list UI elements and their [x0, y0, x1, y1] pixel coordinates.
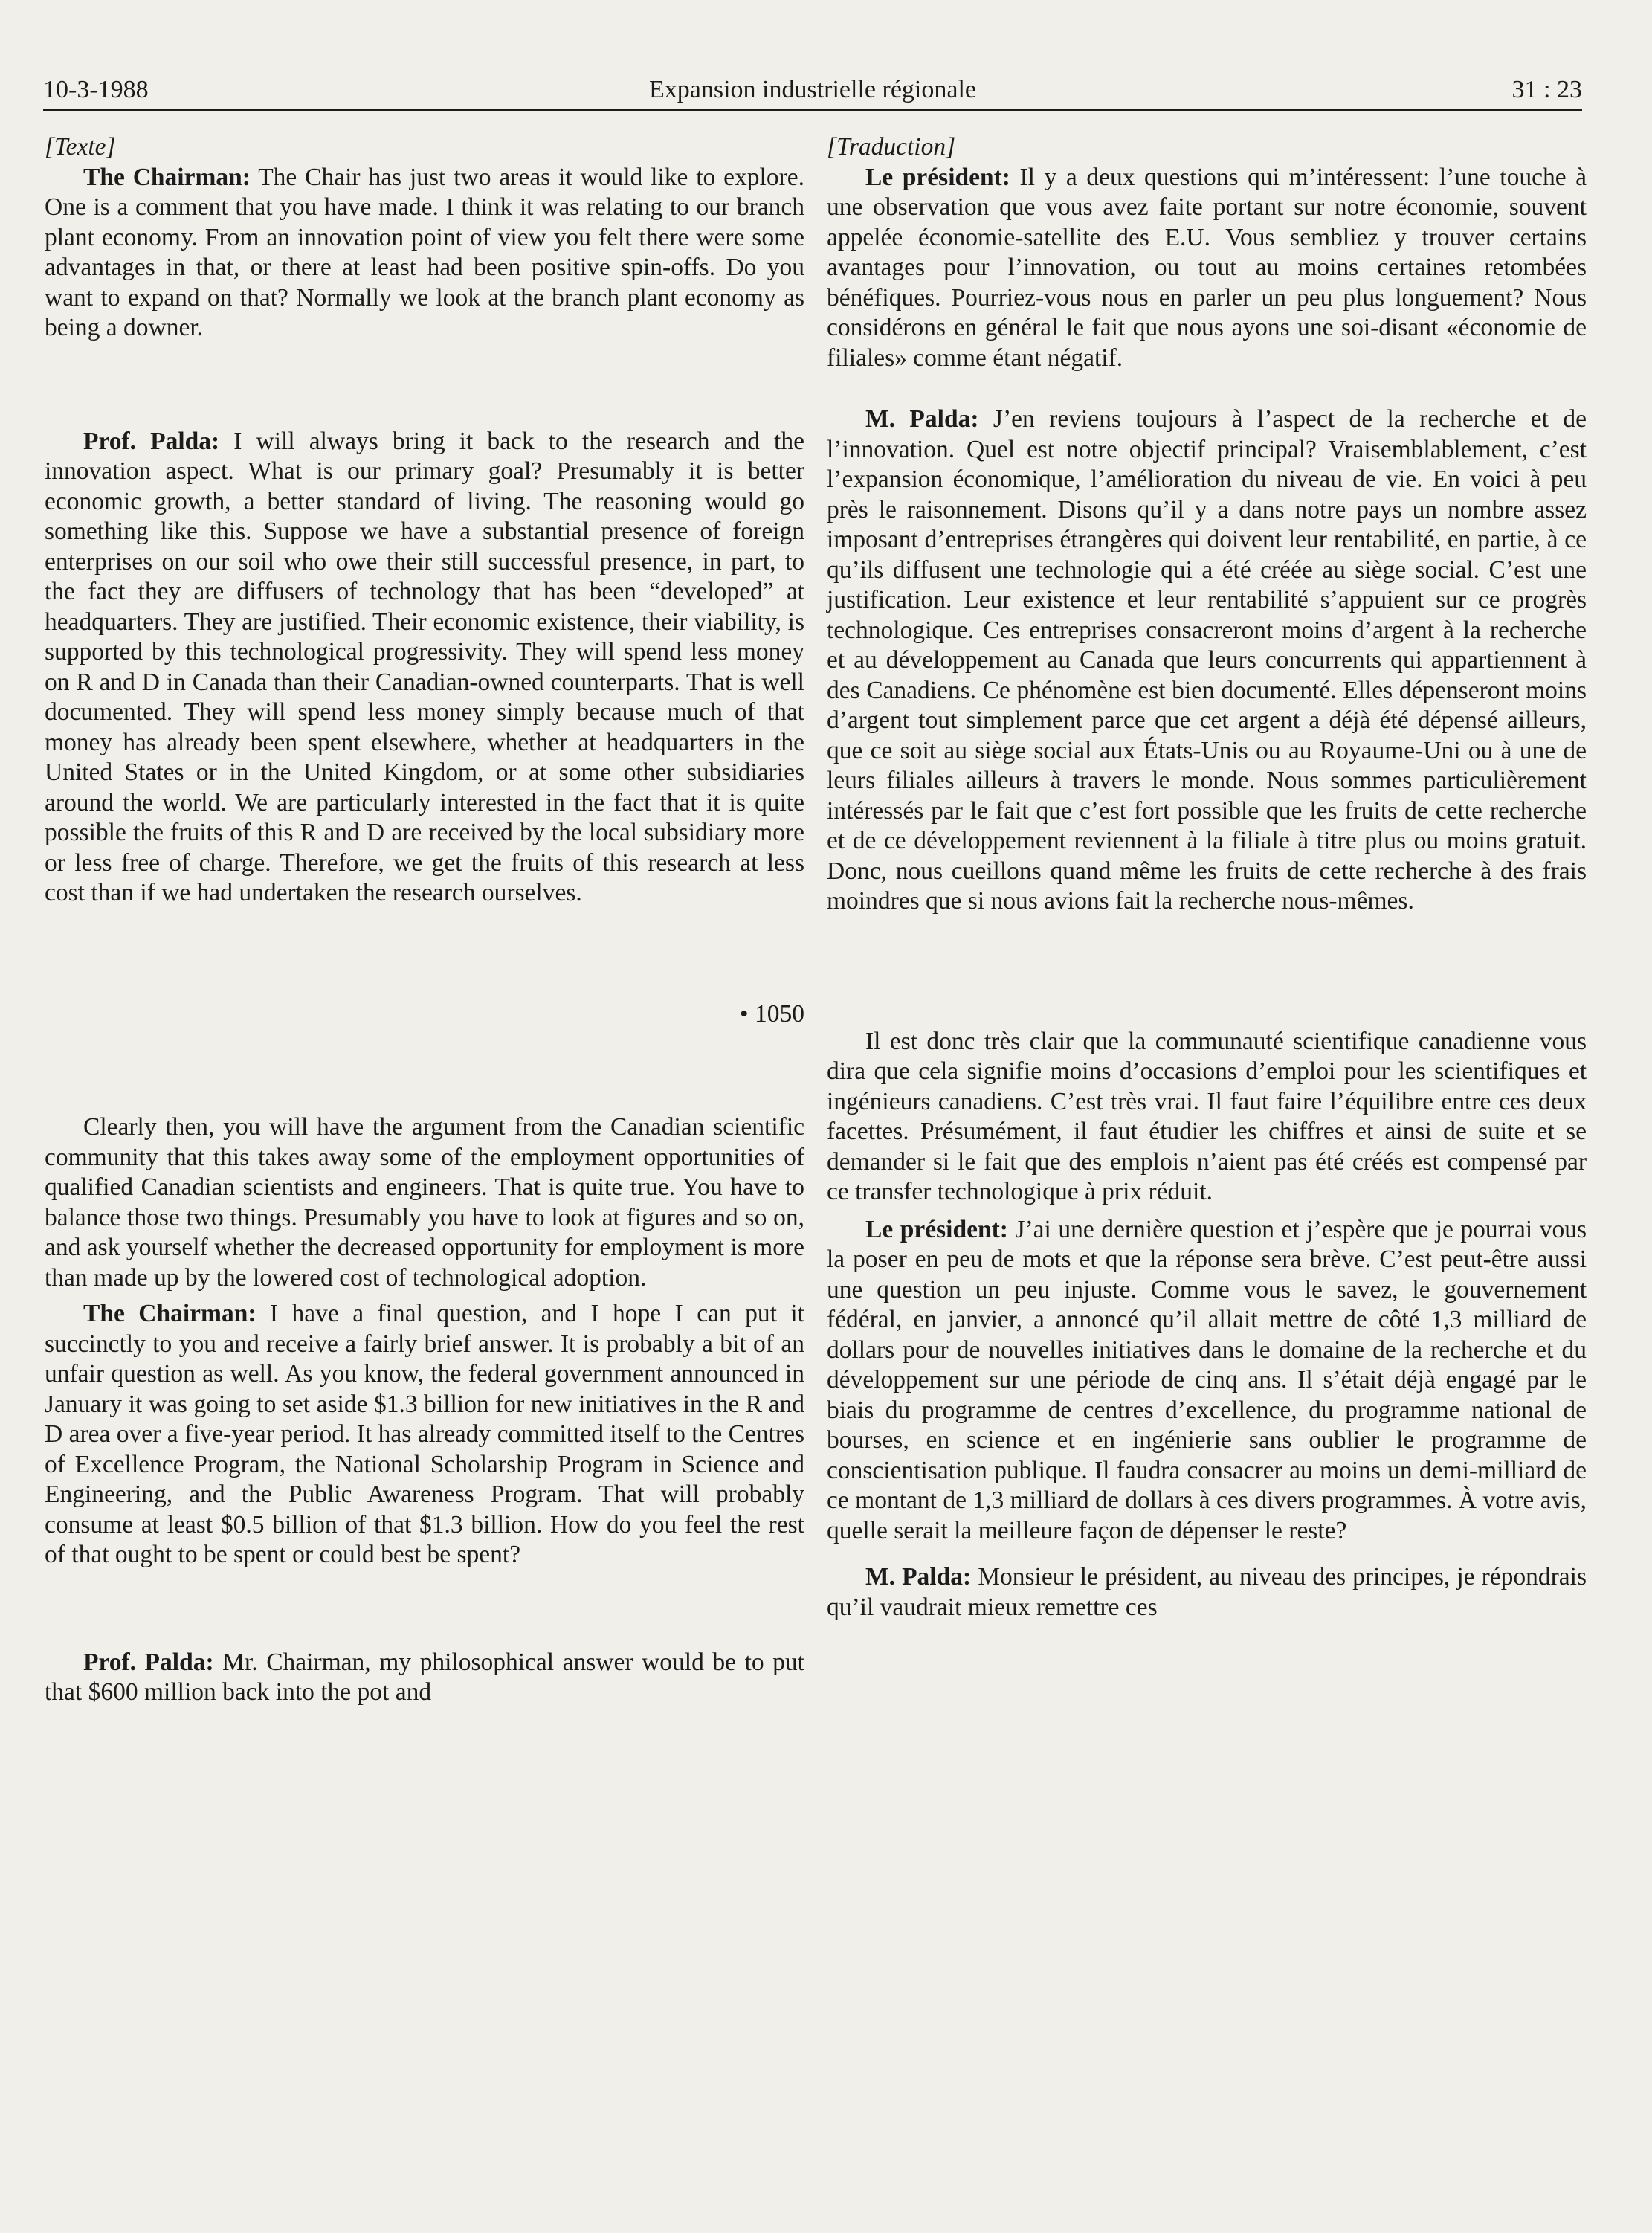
- paragraph-chairman-question-2: [45, 1299, 804, 1570]
- paragraph-palda-reponse-2: [827, 1562, 1587, 1623]
- speaker-label: Prof. Palda:: [83, 1648, 214, 1676]
- speaker-label: Le président:: [865, 163, 1010, 191]
- language-marker-texte: [Texte]: [45, 133, 116, 161]
- paragraph-text: I will always bring it back to the research and the innovation aspect. What is our primary goal? Presumably it is better economic growth, a better standard of living. The reasoning would go something like this. Suppose we have a substantial presence of foreign enterprises on our soil who owe their still successful presence, in part, to the fact they are diffusers of technology that has been “developed” at headquarters. They are justified. Their economic existence, their viability, is supported by this technological progressivity. They will spend less money on R and D in Canada than their Canadian-owned counterparts. That is well documented. They will spend less money simply because much of that money has already been spent elsewhere, whether at headquarters in the United States or in the United Kingdom, or at some other subsidiaries around the world. We are particularly interested in the fact that it is quite possible the fruits of this R and D are received by the local subsidiary more or less free of charge. Therefore, we get the fruits of this research at less cost than if we had undertaken the research ourselves.: [45, 427, 804, 906]
- right-column-french: [827, 132, 1587, 1623]
- paragraph-text: J’ai une dernière question et j’espère que je pourrai vous la poser en peu de mots et que la réponse sera brève. C’est peut-être aussi une question un peu injuste. Comme vous le savez, le gouvernement fédéral, en janvier, a annoncé qu’il allait mettre de côté 1,3 milliard de dollars pour de nouvelles initiatives dans le domaine de la recherche et du développement sur une période de cinq ans. Il s’était déjà engagé par le biais du programme de centres d’excellence, du programme national de bourses, en science et en ingénierie sans oublier le programme de conscientisation publique. Il faudra consacrer au moins un demi-milliard de ce montant de 1,3 milliard de dollars à ces divers programmes. À votre avis, quelle serait la meilleure façon de dépenser le reste?: [827, 1215, 1587, 1544]
- header-rule: [43, 109, 1582, 111]
- paragraph-palda-answer-1-continued: [45, 1112, 804, 1293]
- paragraph-palda-reponse-1-suite: [827, 1027, 1587, 1208]
- paragraph-text: J’en reviens toujours à l’aspect de la recherche et de l’innovation. Quel est notre objectif principal? Vraisemblablement, c’est l’expansion économique, l’amélioration du niveau de vie. En voici à peu près le raisonnement. Disons qu’il y a dans notre pays un nombre assez imposant d’entreprises étrangères qui doivent leur rentabilité, en partie, à ce qu’ils diffusent une technologie qui a été créée au siège social. C’est une justification. Leur existence et leur rentabilité s’appuient sur ce progrès technologique. Ces entreprises consacreront moins d’argent à la recherche et au développement au Canada que leurs concurrents qui appartiennent à des Canadiens. Ce phénomène est bien documenté. Elles dépenseront moins d’argent tout simplement parce que cet argent a déjà été dépensé ailleurs, que ce soit au siège social aux États-Unis ou au Royaume-Uni ou à une de leurs filiales ailleurs à travers le monde. Nous sommes particulièrement intéressés par le fait que c’est fort possible que les fruits de cette recherche et de ce développement reviennent à la filiale à titre plus ou moins gratuit. Donc, nous cueillons quand même les fruits de cette recherche à des frais moindres que si nous avions fait la recherche nous-mêmes.: [827, 405, 1587, 915]
- language-marker-traduction: [Traduction]: [827, 133, 956, 161]
- header-page-number: 31 : 23: [1511, 76, 1582, 103]
- paragraph-palda-answer-2: [45, 1648, 804, 1708]
- paragraph-president-question-1: [827, 163, 1587, 374]
- speaker-label: The Chairman:: [83, 1300, 256, 1327]
- paragraph-president-question-2: [827, 1215, 1587, 1547]
- header-date: 10-3-1988: [43, 76, 149, 103]
- paragraph-chairman-question-1: [45, 163, 804, 344]
- paragraph-text: Il y a deux questions qui m’intéressent: l’une touche à une observation que vous avez faite portant sur notre économie, souvent appelée économie-satellite des E.U. Vous sembliez y trouver certains avantages pour l’innovation, ou tout au moins certaines retombées bénéfiques. Pourriez-vous nous en parler un peu plus longuement? Nous considérons en général le fait que nous ayons une soi-disant «économie de filiales» comme étant négatif.: [827, 163, 1587, 372]
- paragraph-text: Clearly then, you will have the argument from the Canadian scientific community that this takes away some of the employment opportunities of qualified Canadian scientists and engineers. That is quite true. You have to balance those two things. Presumably you have to look at figures and so on, and ask yourself whether the decreased opportunity for employment is more than made up by the lowered cost of technological adoption.: [45, 1113, 804, 1292]
- paragraph-text: Monsieur le président, au niveau des principes, je répondrais qu’il vaudrait mieux remettre ces: [827, 1563, 1587, 1621]
- paragraph-palda-answer-1: [45, 427, 804, 909]
- paragraph-text: The Chair has just two areas it would like to explore. One is a comment that you have made. I think it was relating to our branch plant economy. From an innovation point of view you felt there were some advantages in that, or there at least had been positive spin-offs. Do you want to expand on that? Normally we look at the branch plant economy as being a downer.: [45, 163, 804, 341]
- left-column-english: [45, 132, 804, 1708]
- paragraph-text: Mr. Chairman, my philosophical answer would be to put that $600 million back into the pot and: [45, 1648, 804, 1706]
- time-stamp: • 1050: [739, 999, 804, 1028]
- speaker-label: The Chairman:: [83, 163, 251, 191]
- speaker-label: M. Palda:: [865, 405, 979, 433]
- speaker-label: Le président:: [865, 1215, 1008, 1243]
- page-header: [43, 71, 1582, 109]
- header-title: Expansion industrielle régionale: [649, 76, 976, 103]
- speaker-label: M. Palda:: [865, 1563, 972, 1591]
- paragraph-text: Il est donc très clair que la communauté scientifique canadienne vous dira que cela signifie moins d’occasions d’emploi pour les scientifiques et ingénieurs canadiens. C’est très vrai. Il faut faire l’équilibre entre ces deux facettes. Présumément, il faut étudier les chiffres et ainsi de suite et se demander si le fait que des emplois n’aient pas été créés est compensé par ce transfer technologique à prix réduit.: [827, 1027, 1587, 1205]
- paragraph-palda-reponse-1: [827, 405, 1587, 917]
- paragraph-text: I have a final question, and I hope I can put it succinctly to you and receive a fairly brief answer. It is probably a bit of an unfair question as well. As you know, the federal government announced in January it was going to set aside $1.3 billion for new initiatives in the R and D area over a five-year period. It has already committed itself to the Centres of Excellence Program, the National Scholarship Program in Science and Engineering, and the Public Awareness Program. That will probably consume at least $0.5 billion of that $1.3 billion. How do you feel the rest of that ought to be spent or could best be spent?: [45, 1300, 804, 1568]
- speaker-label: Prof. Palda:: [83, 427, 220, 455]
